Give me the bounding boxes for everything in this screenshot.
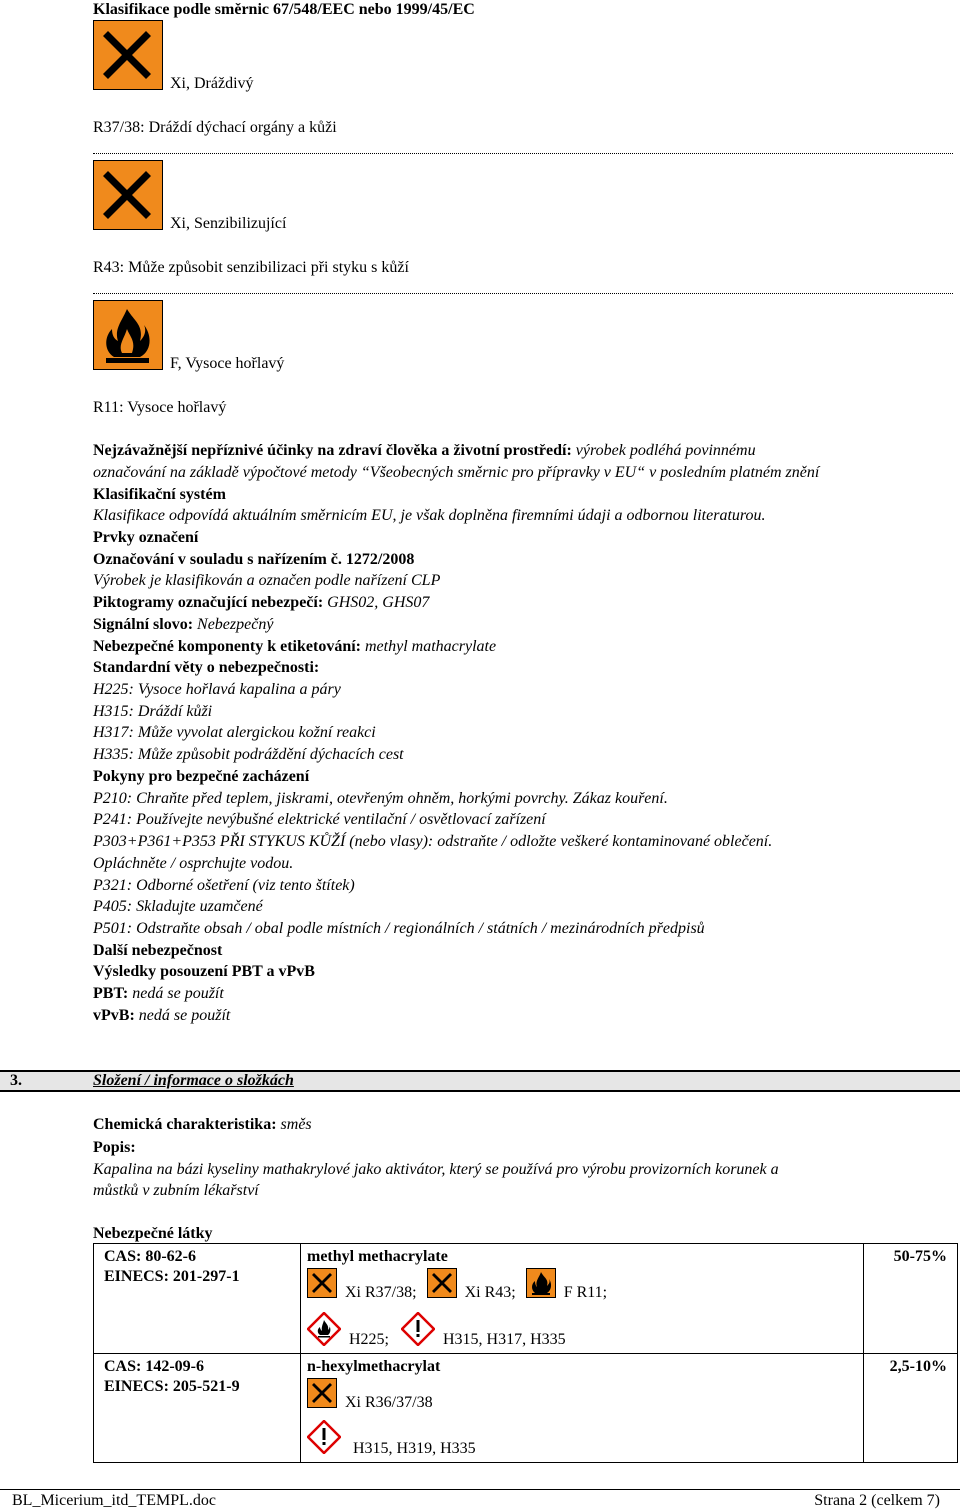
signal-word-label: Signální slovo: — [93, 616, 194, 633]
effects-text-1: výrobek podléhá povinnému — [571, 442, 756, 459]
chem-char-value: směs — [276, 1116, 312, 1133]
substance-name: methyl methacrylate — [307, 1248, 448, 1265]
components-line — [93, 637, 496, 657]
pictograms-label: Piktogramy označující nebezpečí: — [93, 594, 324, 611]
r-phrase-r11: R11: Vysoce hořlavý — [93, 399, 227, 416]
einecs-number: EINECS: 201-297-1 — [104, 1268, 240, 1285]
ghs-h-text: H225; — [349, 1331, 389, 1349]
flame-icon — [526, 1268, 556, 1298]
pbt-value: nedá se použít — [128, 985, 224, 1002]
ghs-h-text: H315, H319, H335 — [353, 1439, 476, 1457]
identifier-cell — [94, 1244, 301, 1354]
footer-file-name: BL_Micerium_itd_TEMPL.doc — [12, 1492, 216, 1509]
ghs-classification-line — [307, 1312, 857, 1350]
harmful-x-icon — [307, 1268, 337, 1298]
h-statement: H225: Vysoce hořlavá kapalina a páry — [93, 681, 341, 698]
description-line-2: můstků v zubním lékařství — [93, 1182, 259, 1199]
vpvb-label: vPvB: — [93, 1007, 135, 1024]
harmful-x-icon — [93, 160, 163, 230]
description-label: Popis: — [93, 1139, 136, 1156]
ghs07-exclamation-icon — [401, 1312, 435, 1346]
vpvb-line — [93, 1006, 230, 1026]
label-elements-heading: Prvky označení — [93, 529, 199, 546]
p-statement: P210: Chraňte před teplem, jiskrami, otevřeným ohněm, horkými povrchy. Zákaz kouření. — [93, 790, 668, 807]
pictograms-value: GHS02, GHS07 — [323, 594, 430, 611]
class-system-text: Klasifikace odpovídá aktuálním směrnicím EU, je však doplněna firemními údaji a odbornou literaturou. — [93, 507, 766, 524]
effects-text-2: označování na základě výpočtové metody “Všeobecných směrnic pro přípravky v EU“ v posledním platném znění — [93, 464, 820, 481]
pbt-line — [93, 984, 224, 1004]
h-statements-heading: Standardní věty o nebezpečnosti: — [93, 659, 320, 676]
table-row — [94, 1244, 958, 1354]
substance-cell — [301, 1244, 864, 1354]
concentration-cell — [864, 1244, 958, 1354]
p-statement: P303+P361+P353 PŘI STYKUS KŮŽÍ (nebo vlasy): odstraňte / odložte veškeré kontaminované oblečení. — [93, 833, 773, 850]
label-elements-subheading: Označování v souladu s nařízením č. 1272/2008 — [93, 551, 415, 568]
components-value: methyl mathacrylate — [360, 638, 497, 655]
old-classification-line — [307, 1268, 857, 1302]
identifier-cell — [94, 1354, 301, 1462]
clp-text: Výrobek je klasifikován a označen podle nařízení CLP — [93, 572, 441, 589]
signal-word-line — [93, 615, 273, 635]
chem-char-label: Chemická charakteristika: — [93, 1116, 277, 1133]
cas-number: CAS: 80-62-6 — [104, 1248, 196, 1265]
p-statement: P405: Skladujte uzamčené — [93, 898, 263, 915]
concentration-cell — [864, 1354, 958, 1462]
old-classification-line — [307, 1378, 857, 1412]
p-statement: Opláchněte / osprchujte vodou. — [93, 855, 294, 872]
chem-char-line — [93, 1115, 312, 1135]
harmful-x-icon — [307, 1378, 337, 1408]
concentration-value: 50-75% — [893, 1248, 947, 1265]
ghs-classification-line — [307, 1420, 857, 1458]
classification-text: F R11; — [563, 1283, 608, 1301]
h-statement: H335: Může způsobit podráždění dýchacích cest — [93, 746, 404, 763]
components-label: Nebezpečné komponenty k etiketování: — [93, 638, 361, 655]
p-statement: P321: Odborné ošetření (viz tento štítek) — [93, 877, 355, 894]
p-statement: P501: Odstraňte obsah / obal podle místních / regionálních / státních / mezinárodních předpisů — [93, 920, 705, 937]
h-statement: H315: Dráždí kůži — [93, 703, 213, 720]
section-3-number: 3. — [10, 1072, 22, 1089]
signal-word-value: Nebezpečný — [193, 616, 274, 633]
class-system-heading: Klasifikační systém — [93, 486, 226, 503]
classification-text: Xi R36/37/38 — [345, 1394, 433, 1412]
table-row — [94, 1354, 958, 1462]
dotted-divider — [93, 293, 953, 294]
symbol-label-xi-irritant: Xi, Dráždivý — [170, 75, 254, 92]
description-line-1: Kapalina na bázi kyseliny mathakrylové jako aktivátor, který se používá pro výrobu provizorních korunek a — [93, 1161, 779, 1178]
p-statement: P241: Používejte nevýbušné elektrické ventilační / osvětlovací zařízení — [93, 811, 546, 828]
p-statements-heading: Pokyny pro bezpečné zacházení — [93, 768, 310, 785]
effects-heading: Nejzávažnější nepříznivé účinky na zdraví člověka a životní prostředí: — [93, 442, 572, 459]
symbol-label-xi-sensitizing: Xi, Senzibilizující — [170, 215, 287, 232]
effects-line-1 — [93, 441, 756, 461]
substance-name: n-hexylmethacrylat — [307, 1358, 441, 1376]
hazardous-substances-heading: Nebezpečné látky — [93, 1225, 213, 1242]
r-phrase-r37-38: R37/38: Dráždí dýchací orgány a kůži — [93, 119, 337, 136]
hazardous-substances-table — [93, 1243, 958, 1463]
einecs-number: EINECS: 205-521-9 — [104, 1378, 240, 1396]
vpvb-value: nedá se použít — [134, 1007, 231, 1024]
ghs07-exclamation-icon — [307, 1420, 341, 1454]
footer-rule — [0, 1489, 960, 1490]
substance-cell — [301, 1354, 864, 1462]
concentration-value: 2,5-10% — [889, 1358, 947, 1376]
h-statement: H317: Může vyvolat alergickou kožní reakci — [93, 724, 376, 741]
section-3-title: Složení / informace o složkách — [93, 1072, 294, 1089]
pbt-heading: Výsledky posouzení PBT a vPvB — [93, 963, 315, 980]
footer-page-number: Strana 2 (celkem 7) — [814, 1492, 940, 1509]
flame-icon — [93, 300, 163, 370]
classification-text: Xi R37/38; — [345, 1283, 417, 1301]
pictograms-line — [93, 593, 429, 613]
cas-number: CAS: 142-09-6 — [104, 1358, 204, 1376]
ghs-h-text: H315, H317, H335 — [443, 1331, 566, 1349]
r-phrase-r43: R43: Může způsobit senzibilizaci při styku s kůží — [93, 259, 409, 276]
dotted-divider — [93, 153, 953, 154]
pbt-label: PBT: — [93, 985, 129, 1002]
symbol-label-f-flammable: F, Vysoce hořlavý — [170, 355, 285, 372]
classification-heading: Klasifikace podle směrnic 67/548/EEC nebo 1999/45/EC — [93, 1, 475, 18]
harmful-x-icon — [93, 20, 163, 90]
other-hazards-heading: Další nebezpečnost — [93, 942, 223, 959]
ghs02-flame-icon — [307, 1312, 341, 1346]
harmful-x-icon — [427, 1268, 457, 1298]
classification-text: Xi R43; — [464, 1283, 516, 1301]
